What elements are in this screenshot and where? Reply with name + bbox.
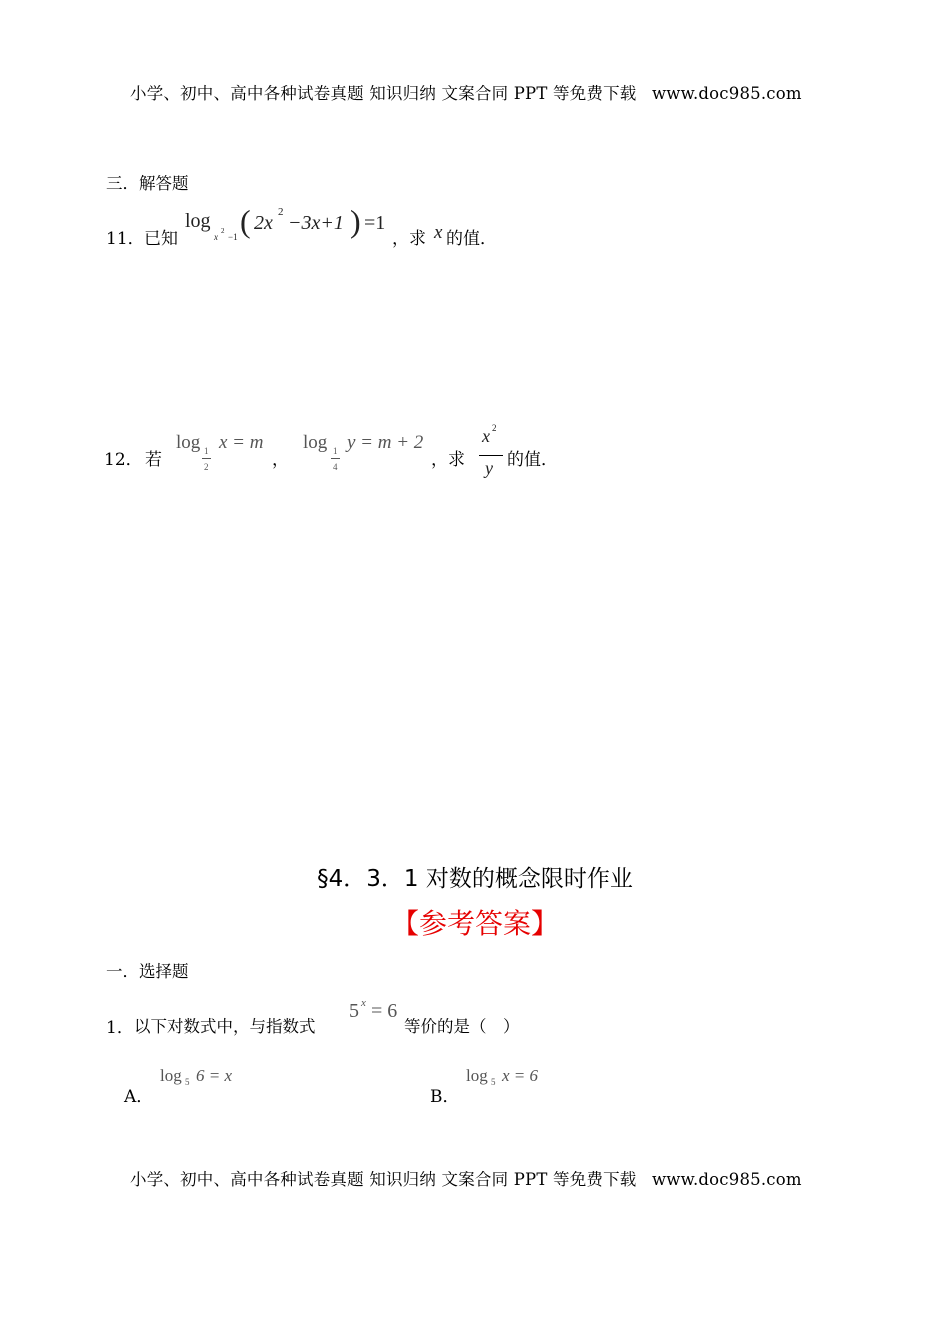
q12-frac-num-exp: 2	[492, 423, 497, 433]
option-b-log: log	[466, 1066, 488, 1085]
section-title-3: 三．解答题	[106, 174, 189, 193]
question-11-prefix: 已知	[144, 229, 178, 249]
q12-base1-den: 2	[204, 462, 209, 472]
q11-rparen: )	[350, 203, 361, 239]
header-banner-url[interactable]: www.doc985.com	[651, 84, 802, 103]
q12-base2-den: 4	[333, 462, 338, 472]
q12-comma2: ，求	[431, 450, 465, 470]
q11-base-x: x	[214, 232, 218, 242]
q11-base-exp: 2	[221, 227, 225, 235]
q12-expr2: y = m + 2	[347, 432, 424, 453]
q12-base2-num: 1	[333, 446, 338, 456]
option-b-label: B．	[430, 1087, 460, 1107]
q11-suffix-comma: ，求	[392, 229, 426, 249]
option-b-sub: 5	[491, 1077, 496, 1087]
q11-suffix: 的值．	[446, 229, 497, 249]
question-12-number: 12．	[104, 450, 143, 470]
q11-log: log	[185, 210, 211, 232]
footer-banner-text: 小学、初中、高中各种试卷真题 知识归纳 文案合同 PPT 等免费下载	[130, 1170, 637, 1189]
q12-fraction-line	[479, 455, 503, 456]
answer-subtitle: 【参考答案】	[390, 907, 559, 940]
question-1-suffix: 等价的是（ ）	[404, 1017, 520, 1036]
q1-rhs: = 6	[371, 1000, 398, 1022]
page-title: §4．3．1 对数的概念限时作业	[317, 866, 633, 892]
q11-arg-2x: 2x	[254, 212, 273, 234]
option-a-sub: 5	[185, 1077, 190, 1087]
footer-banner	[130, 1166, 802, 1190]
question-12-prefix: 若	[145, 450, 162, 470]
q12-log1: log	[176, 432, 201, 453]
q11-equals-one: =1	[364, 212, 386, 234]
section-title-1: 一．选择题	[106, 962, 189, 981]
option-b-expr: x = 6	[502, 1066, 539, 1085]
option-a-log: log	[160, 1066, 182, 1085]
option-a-label: A．	[124, 1087, 154, 1107]
q11-var: x	[434, 222, 443, 243]
q11-arg-exp: 2	[278, 206, 284, 218]
q12-base1-fraction-line	[202, 458, 211, 459]
q12-comma1: ，	[272, 450, 289, 470]
q11-base-minus1: −1	[228, 232, 238, 242]
footer-banner-url[interactable]: www.doc985.com	[651, 1170, 802, 1189]
q12-log2: log	[303, 432, 328, 453]
q12-frac-num: x	[482, 426, 490, 446]
question-1-number: 1．	[106, 1018, 134, 1038]
header-banner-text: 小学、初中、高中各种试卷真题 知识归纳 文案合同 PPT 等免费下载	[130, 84, 637, 103]
q11-arg-rest: −3x+1	[288, 212, 344, 234]
question-1-prefix: 以下对数式中，与指数式	[134, 1017, 316, 1036]
header-banner	[130, 80, 802, 104]
q1-base: 5	[349, 1000, 359, 1022]
question-11-number: 11．	[106, 229, 145, 249]
option-a-expr: 6 = x	[196, 1066, 233, 1085]
q12-suffix: 的值．	[507, 450, 558, 470]
q1-exp: x	[361, 997, 366, 1009]
q12-base1-num: 1	[204, 446, 209, 456]
q12-frac-den: y	[485, 458, 493, 478]
q11-lparen: (	[240, 203, 251, 239]
q12-base2-fraction-line	[331, 458, 340, 459]
q12-expr1: x = m	[219, 432, 264, 453]
